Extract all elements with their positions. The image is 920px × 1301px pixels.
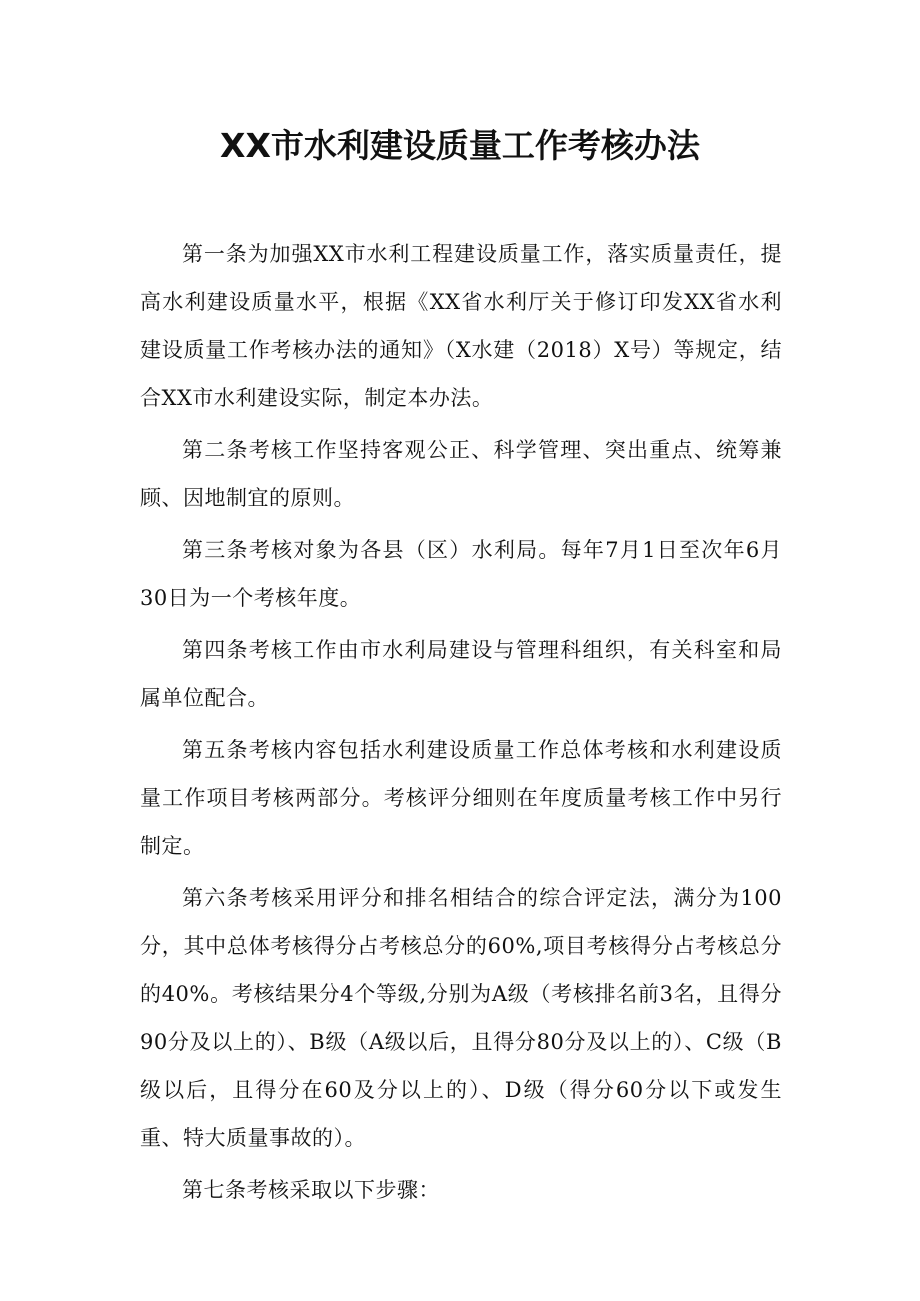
article-3: 第三条考核对象为各县（区）水利局。每年7月1日至次年6月30日为一个考核年度。 — [140, 538, 782, 610]
article-2: 第二条考核工作坚持客观公正、科学管理、突出重点、统筹兼顾、因地制宜的原则。 — [140, 438, 782, 510]
article-5: 第五条考核内容包括水利建设质量工作总体考核和水利建设质量工作项目考核两部分。考核评分细则在年度质量考核工作中另行制定。 — [140, 738, 782, 858]
document-body — [140, 230, 782, 1218]
article-4: 第四条考核工作由市水利局建设与管理科组织，有关科室和局属单位配合。 — [140, 638, 782, 710]
document-title: XX市水利建设质量工作考核办法 — [220, 126, 700, 165]
article-6: 第六条考核采用评分和排名相结合的综合评定法，满分为100分，其中总体考核得分占考核总分的60%,项目考核得分占考核总分的40%。考核结果分4个等级,分别为A级（考核排名前3名，且得分90分及以上的）、B级（A级以后，且得分80分及以上的）、C级（B级以后，且得分在60及分以上的）、D级（得分60分以下或发生重、特大质量事故的）。 — [140, 886, 782, 1150]
article-1: 第一条为加强XX市水利工程建设质量工作，落实质量责任，提高水利建设质量水平，根据《XX省水利厅关于修订印发XX省水利建设质量工作考核办法的通知》（X水建（2018）X号）等规定，结合XX市水利建设实际，制定本办法。 — [140, 242, 782, 410]
article-7: 第七条考核采取以下步骤： — [182, 1178, 440, 1202]
